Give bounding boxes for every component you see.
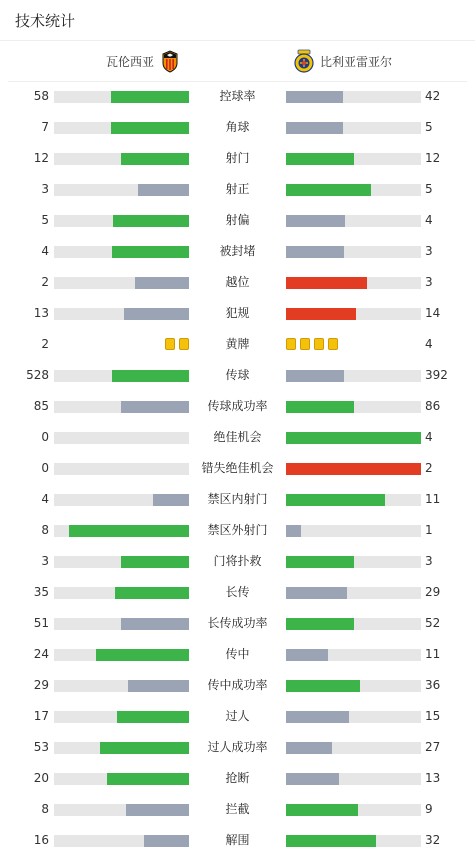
away-stat-bar xyxy=(286,308,421,320)
away-stat-bar-fill xyxy=(286,184,371,196)
away-yellow-cards xyxy=(286,338,338,350)
home-stat-value: 58 xyxy=(33,89,49,103)
away-stat-bar-fill xyxy=(286,742,332,754)
home-stat-bar xyxy=(54,153,189,165)
away-stat-value: 3 xyxy=(425,554,433,568)
stat-row xyxy=(0,608,475,639)
home-stat-value: 20 xyxy=(33,771,49,785)
stat-row xyxy=(0,577,475,608)
villarreal-crest-icon xyxy=(294,49,314,73)
away-stat-bar-fill xyxy=(286,91,343,103)
away-stat-bar-fill xyxy=(286,680,360,692)
home-stat-value: 35 xyxy=(33,585,49,599)
away-stat-bar xyxy=(286,587,421,599)
stat-row xyxy=(0,794,475,825)
away-stat-value: 4 xyxy=(425,430,433,444)
away-stat-bar-fill xyxy=(286,401,354,413)
home-stat-bar-fill xyxy=(113,215,189,227)
stats-header xyxy=(0,0,475,41)
away-stat-value: 5 xyxy=(425,182,433,196)
stat-row xyxy=(0,825,475,856)
away-stat-value: 52 xyxy=(425,616,441,630)
valencia-bat-crest-icon xyxy=(160,49,180,73)
home-stat-value: 8 xyxy=(41,523,49,537)
home-stat-bar-fill xyxy=(112,246,189,258)
stat-label: 被封堵 xyxy=(219,244,256,258)
stat-row xyxy=(0,391,475,422)
home-stat-value: 0 xyxy=(41,430,49,444)
away-stat-bar-fill xyxy=(286,525,301,537)
home-stat-bar xyxy=(54,432,189,444)
home-stat-value: 3 xyxy=(41,182,49,196)
away-stat-bar-fill xyxy=(286,153,354,165)
away-stat-bar-fill xyxy=(286,370,344,382)
stat-label: 禁区内射门 xyxy=(207,492,268,506)
home-stat-value: 29 xyxy=(33,678,49,692)
home-stat-value: 51 xyxy=(33,616,49,630)
home-stat-bar xyxy=(54,494,189,506)
away-team[interactable] xyxy=(294,41,392,81)
stat-row xyxy=(0,298,475,329)
away-stat-bar xyxy=(286,246,421,258)
home-stat-bar xyxy=(54,618,189,630)
away-stat-value: 29 xyxy=(425,585,441,599)
home-stat-value: 2 xyxy=(41,275,49,289)
away-stat-bar-fill xyxy=(286,711,349,723)
home-stat-value: 24 xyxy=(33,647,49,661)
home-stat-value: 528 xyxy=(26,368,49,382)
home-team-name: 瓦伦西亚 xyxy=(105,54,154,69)
home-stat-bar-fill xyxy=(121,618,189,630)
stat-row xyxy=(0,81,475,112)
home-stat-bar xyxy=(54,556,189,568)
away-stat-bar xyxy=(286,525,421,537)
stat-row xyxy=(0,205,475,236)
home-stat-value: 3 xyxy=(41,554,49,568)
stat-row xyxy=(0,422,475,453)
home-stat-bar-fill xyxy=(153,494,189,506)
home-stat-bar xyxy=(54,215,189,227)
away-stat-value: 42 xyxy=(425,89,441,103)
home-stat-bar xyxy=(54,773,189,785)
home-stat-bar-fill xyxy=(69,525,189,537)
away-stat-bar-fill xyxy=(286,277,367,289)
away-stat-bar xyxy=(286,494,421,506)
home-stat-bar-fill xyxy=(112,370,189,382)
stat-label: 禁区外射门 xyxy=(207,523,268,537)
stat-label: 过人 xyxy=(225,709,250,723)
home-stat-value: 7 xyxy=(41,120,49,134)
away-stat-bar xyxy=(286,401,421,413)
away-stat-bar xyxy=(286,649,421,661)
stat-label: 射正 xyxy=(225,182,250,196)
away-stat-value: 86 xyxy=(425,399,441,413)
home-stat-bar-fill xyxy=(96,649,189,661)
away-stat-value: 15 xyxy=(425,709,441,723)
stat-row xyxy=(0,329,475,360)
away-stat-bar-fill xyxy=(286,308,356,320)
home-stat-bar xyxy=(54,649,189,661)
home-stat-bar-fill xyxy=(121,556,189,568)
stat-label: 拦截 xyxy=(225,802,250,816)
home-stat-bar-fill xyxy=(115,587,189,599)
away-stat-value: 5 xyxy=(425,120,433,134)
home-stat-bar xyxy=(54,804,189,816)
home-stat-bar-fill xyxy=(124,308,189,320)
yellow-card-icon xyxy=(300,338,310,350)
stats-list xyxy=(0,81,475,856)
stat-label: 抢断 xyxy=(225,771,250,785)
yellow-card-icon xyxy=(165,338,175,350)
away-stat-bar-fill xyxy=(286,432,421,444)
stat-row xyxy=(0,453,475,484)
away-stat-bar-fill xyxy=(286,649,328,661)
away-stat-bar xyxy=(286,680,421,692)
home-stat-bar-fill xyxy=(126,804,189,816)
home-stat-bar-fill xyxy=(135,277,189,289)
home-stat-bar-fill xyxy=(111,122,189,134)
teams-row xyxy=(8,41,467,82)
home-team[interactable] xyxy=(106,41,180,81)
away-stat-bar xyxy=(286,773,421,785)
away-stat-bar-fill xyxy=(286,122,343,134)
away-team-name: 比利亚雷亚尔 xyxy=(320,54,393,69)
away-stat-bar xyxy=(286,215,421,227)
away-stat-value: 3 xyxy=(425,244,433,258)
home-stat-bar xyxy=(54,308,189,320)
away-stat-bar xyxy=(286,277,421,289)
stat-label: 传球 xyxy=(225,368,250,382)
away-stat-bar-fill xyxy=(286,494,385,506)
stat-label: 控球率 xyxy=(219,89,256,103)
away-stat-value: 4 xyxy=(425,337,433,351)
home-stat-bar xyxy=(54,711,189,723)
stat-row xyxy=(0,360,475,391)
stat-row xyxy=(0,112,475,143)
home-stat-bar xyxy=(54,680,189,692)
home-stat-bar xyxy=(54,91,189,103)
away-stat-bar xyxy=(286,91,421,103)
away-stat-bar xyxy=(286,835,421,847)
away-stat-value: 11 xyxy=(425,647,441,661)
away-stat-bar-fill xyxy=(286,773,339,785)
home-stat-value: 16 xyxy=(33,833,49,847)
stat-row xyxy=(0,639,475,670)
away-stat-bar xyxy=(286,742,421,754)
stat-row xyxy=(0,174,475,205)
away-stat-value: 2 xyxy=(425,461,433,475)
stat-row xyxy=(0,763,475,794)
away-stat-bar-fill xyxy=(286,246,344,258)
stat-row xyxy=(0,267,475,298)
stat-label: 射偏 xyxy=(225,213,250,227)
away-stat-value: 32 xyxy=(425,833,441,847)
home-stat-value: 85 xyxy=(33,399,49,413)
away-stat-bar-fill xyxy=(286,556,354,568)
stat-row xyxy=(0,670,475,701)
home-stat-value: 5 xyxy=(41,213,49,227)
away-stat-bar xyxy=(286,122,421,134)
home-stat-value: 0 xyxy=(41,461,49,475)
yellow-card-icon xyxy=(286,338,296,350)
stat-label: 越位 xyxy=(225,275,250,289)
home-stat-bar-fill xyxy=(121,153,189,165)
away-stat-bar xyxy=(286,556,421,568)
stat-label: 门将扑救 xyxy=(213,554,262,568)
home-stat-bar xyxy=(54,835,189,847)
away-stat-bar xyxy=(286,184,421,196)
stat-label: 解围 xyxy=(225,833,250,847)
away-stat-bar xyxy=(286,463,421,475)
away-stat-value: 1 xyxy=(425,523,433,537)
home-stat-bar xyxy=(54,463,189,475)
stat-row xyxy=(0,484,475,515)
home-stat-bar xyxy=(54,122,189,134)
away-stat-bar xyxy=(286,432,421,444)
home-stat-bar xyxy=(54,246,189,258)
stat-label: 传球成功率 xyxy=(207,399,268,413)
stat-label: 绝佳机会 xyxy=(213,430,262,444)
home-stat-bar-fill xyxy=(107,773,189,785)
home-yellow-cards xyxy=(165,338,189,350)
home-stat-bar-fill xyxy=(121,401,189,413)
away-stat-value: 11 xyxy=(425,492,441,506)
away-stat-value: 12 xyxy=(425,151,441,165)
stat-label: 犯规 xyxy=(225,306,250,320)
page-title: 技术统计 xyxy=(15,11,76,30)
home-stat-bar xyxy=(54,370,189,382)
away-stat-bar xyxy=(286,804,421,816)
home-stat-bar xyxy=(54,401,189,413)
away-stat-value: 36 xyxy=(425,678,441,692)
home-stat-value: 4 xyxy=(41,492,49,506)
home-stat-bar-fill xyxy=(100,742,189,754)
home-stat-value: 53 xyxy=(33,740,49,754)
stat-row xyxy=(0,701,475,732)
away-stat-value: 392 xyxy=(425,368,448,382)
away-stat-value: 14 xyxy=(425,306,441,320)
home-stat-bar xyxy=(54,587,189,599)
stat-row xyxy=(0,515,475,546)
away-stat-value: 13 xyxy=(425,771,441,785)
stat-row xyxy=(0,236,475,267)
away-stat-bar xyxy=(286,618,421,630)
stat-label: 射门 xyxy=(225,151,250,165)
home-stat-value: 17 xyxy=(33,709,49,723)
away-stat-value: 27 xyxy=(425,740,441,754)
home-stat-bar-fill xyxy=(144,835,189,847)
stat-row xyxy=(0,546,475,577)
away-stat-bar xyxy=(286,711,421,723)
yellow-card-icon xyxy=(179,338,189,350)
home-stat-bar-fill xyxy=(138,184,189,196)
home-stat-bar xyxy=(54,277,189,289)
stat-label: 传中 xyxy=(225,647,250,661)
away-stat-bar-fill xyxy=(286,618,354,630)
home-stat-value: 12 xyxy=(33,151,49,165)
away-stat-value: 9 xyxy=(425,802,433,816)
home-stat-bar xyxy=(54,742,189,754)
stat-row xyxy=(0,732,475,763)
stat-label: 传中成功率 xyxy=(207,678,268,692)
home-stat-value: 13 xyxy=(33,306,49,320)
home-stat-value: 4 xyxy=(41,244,49,258)
away-stat-bar-fill xyxy=(286,804,358,816)
home-stat-value: 2 xyxy=(41,337,49,351)
stat-label: 角球 xyxy=(225,120,250,134)
stat-row xyxy=(0,143,475,174)
yellow-card-icon xyxy=(314,338,324,350)
home-stat-bar-fill xyxy=(128,680,189,692)
yellow-card-icon xyxy=(328,338,338,350)
away-stat-value: 4 xyxy=(425,213,433,227)
home-stat-bar xyxy=(54,184,189,196)
stat-label: 过人成功率 xyxy=(207,740,268,754)
stat-label: 长传成功率 xyxy=(207,616,268,630)
home-stat-bar xyxy=(54,525,189,537)
stat-label: 黄牌 xyxy=(225,337,250,351)
away-stat-bar-fill xyxy=(286,463,421,475)
away-stat-bar xyxy=(286,370,421,382)
stat-label: 长传 xyxy=(225,585,250,599)
home-stat-bar-fill xyxy=(117,711,189,723)
away-stat-bar-fill xyxy=(286,215,345,227)
home-stat-bar-fill xyxy=(111,91,189,103)
away-stat-bar-fill xyxy=(286,835,376,847)
home-stat-value: 8 xyxy=(41,802,49,816)
stat-label: 错失绝佳机会 xyxy=(201,461,274,475)
away-stat-value: 3 xyxy=(425,275,433,289)
away-stat-bar-fill xyxy=(286,587,347,599)
away-stat-bar xyxy=(286,153,421,165)
